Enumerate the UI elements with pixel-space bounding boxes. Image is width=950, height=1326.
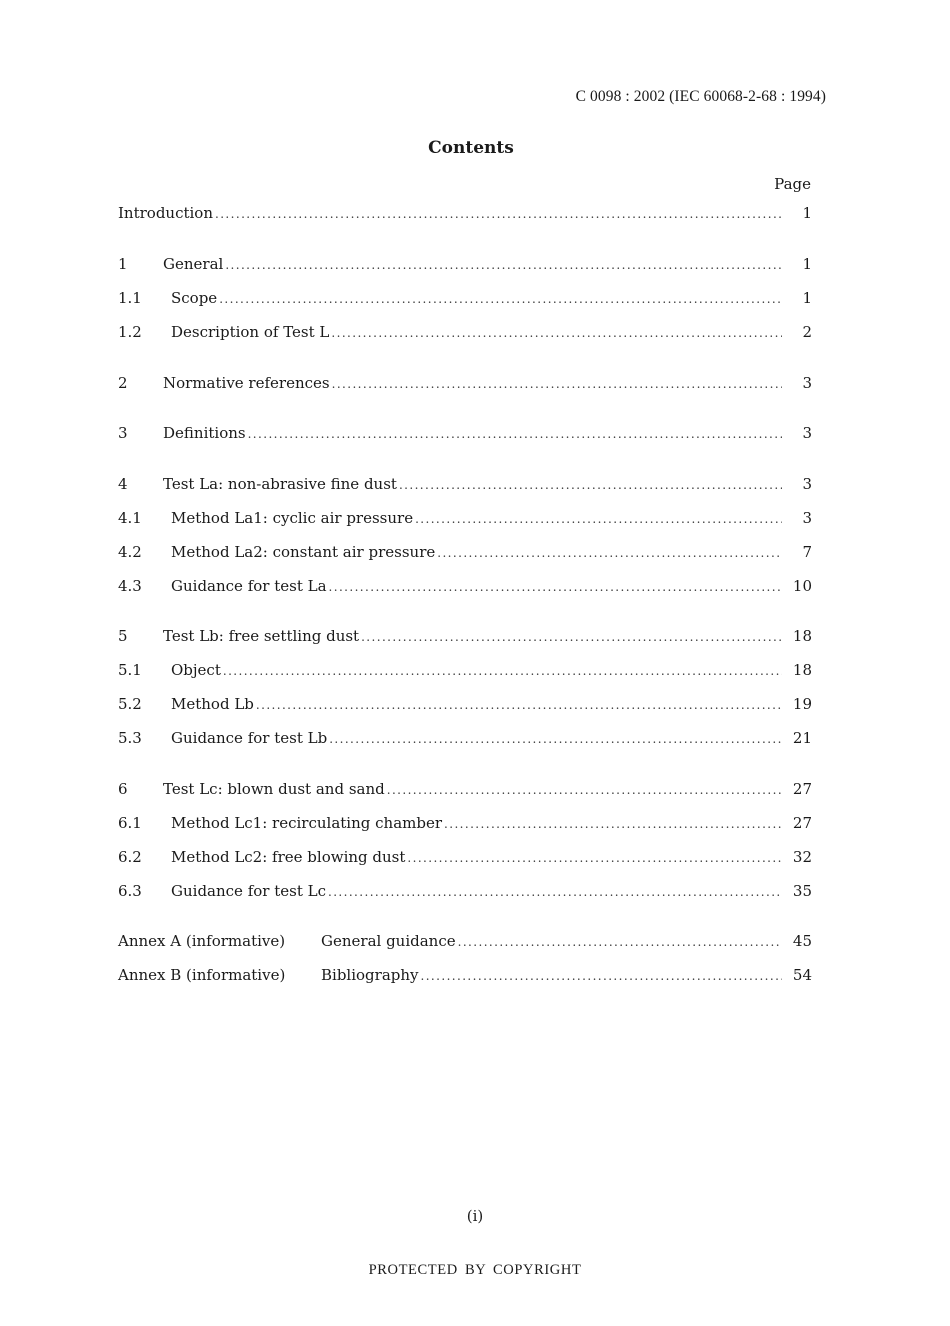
toc-leader-dots [458, 935, 782, 949]
toc-leader-dots [328, 885, 782, 899]
toc-entry-1-1[interactable] [118, 289, 812, 313]
toc-entry-label: Method La2: constant air pressure [171, 543, 436, 561]
toc-entry-label: Guidance for test Lb [171, 729, 328, 747]
toc-entry-page: 18 [792, 627, 812, 645]
toc-leader-dots [415, 512, 782, 526]
toc-entry-5[interactable] [118, 627, 812, 651]
page-column-label: Page [774, 175, 811, 193]
toc-entry-number: 1.2 [118, 323, 142, 341]
toc-entry-page: 27 [792, 814, 812, 832]
toc-entry-4-2[interactable] [118, 543, 812, 567]
toc-entry-page: 32 [792, 848, 812, 866]
toc-entry-label: Test Lc: blown dust and sand [163, 780, 385, 798]
toc-leader-dots [215, 207, 782, 221]
toc-entry-1-2[interactable] [118, 323, 812, 347]
toc-entry-number: 5 [118, 627, 128, 645]
toc-entry-number: 6.3 [118, 882, 142, 900]
toc-entry-label: Definitions [163, 424, 246, 442]
toc-entry-page: 1 [802, 204, 812, 222]
toc-leader-dots [332, 377, 782, 391]
toc-entry-6-2[interactable] [118, 848, 812, 872]
toc-entry-number: 1.1 [118, 289, 142, 307]
footer-page-number: (i) [466, 1207, 484, 1225]
toc-entry-page: 27 [792, 780, 812, 798]
toc-entry-annex-prefix: Annex A (informative) [118, 932, 286, 950]
toc-entry-page: 21 [792, 729, 812, 747]
toc-entry-5-1[interactable] [118, 661, 812, 685]
toc-leader-dots [407, 851, 782, 865]
toc-entry-5-3[interactable] [118, 729, 812, 753]
toc-entry-3[interactable] [118, 424, 812, 448]
toc-leader-dots [399, 478, 782, 492]
toc-entry-number: 5.3 [118, 729, 142, 747]
toc-entry-page: 1 [802, 289, 812, 307]
toc-entry-page: 3 [802, 509, 812, 527]
toc-entry-annex-prefix: Annex B (informative) [118, 966, 286, 984]
toc-entry-page: 35 [792, 882, 812, 900]
toc-entry-number: 4.3 [118, 577, 142, 595]
toc-entry-label: Test Lb: free settling dust [163, 627, 360, 645]
toc-entry-number: 6.2 [118, 848, 142, 866]
toc-leader-dots [223, 664, 782, 678]
toc-entry-label: Test La: non-abrasive fine dust [163, 475, 397, 493]
toc-entry-label: Object [171, 661, 221, 679]
toc-leader-dots [361, 630, 782, 644]
toc-leader-dots [248, 427, 782, 441]
toc-entry-6-1[interactable] [118, 814, 812, 838]
toc-entry-introduction[interactable] [118, 204, 812, 228]
toc-entry-6-3[interactable] [118, 882, 812, 906]
toc-entry-2[interactable] [118, 374, 812, 398]
toc-entry-annex-a[interactable] [118, 932, 812, 956]
toc-entry-page: 10 [792, 577, 812, 595]
toc-entry-label: General [163, 255, 224, 273]
toc-entry-annex-b[interactable] [118, 966, 812, 990]
toc-entry-6[interactable] [118, 780, 812, 804]
toc-entry-number: 3 [118, 424, 128, 442]
toc-entry-page: 3 [802, 475, 812, 493]
toc-entry-number: 5.1 [118, 661, 142, 679]
toc-entry-page: 19 [792, 695, 812, 713]
toc-leader-dots [256, 698, 782, 712]
toc-entry-label: Description of Test L [171, 323, 330, 341]
toc-entry-page: 18 [792, 661, 812, 679]
toc-entry-number: 4.2 [118, 543, 142, 561]
toc-entry-label: Guidance for test La [171, 577, 327, 595]
toc-leader-dots [219, 292, 782, 306]
toc-entry-label: Method Lc2: free blowing dust [171, 848, 406, 866]
toc-entry-label: Introduction [118, 204, 213, 222]
toc-leader-dots [421, 969, 783, 983]
toc-entry-5-2[interactable] [118, 695, 812, 719]
toc-leader-dots [444, 817, 782, 831]
toc-entry-page: 1 [802, 255, 812, 273]
toc-entry-label: Method Lb [171, 695, 254, 713]
toc-entry-label: Guidance for test Lc [171, 882, 326, 900]
toc-leader-dots [437, 546, 782, 560]
toc-entry-4-1[interactable] [118, 509, 812, 533]
toc-entry-number: 6 [118, 780, 128, 798]
toc-entry-label: Normative references [163, 374, 330, 392]
toc-entry-page: 7 [802, 543, 812, 561]
toc-entry-number: 4.1 [118, 509, 142, 527]
toc-entry-page: 45 [792, 932, 812, 950]
toc-entry-4[interactable] [118, 475, 812, 499]
toc-entry-label: Scope [171, 289, 218, 307]
page-title: Contents [428, 138, 514, 158]
toc-entry-4-3[interactable] [118, 577, 812, 601]
toc-entry-1[interactable] [118, 255, 812, 279]
toc-entry-label: Method Lc1: recirculating chamber [171, 814, 443, 832]
toc-entry-number: 1 [118, 255, 128, 273]
toc-entry-number: 5.2 [118, 695, 142, 713]
document-identifier: C 0098 : 2002 (IEC 60068-2-68 : 1994) [575, 88, 826, 105]
toc-leader-dots [331, 326, 782, 340]
toc-entry-label: Method La1: cyclic air pressure [171, 509, 414, 527]
toc-entry-page: 54 [792, 966, 812, 984]
toc-leader-dots [329, 732, 782, 746]
toc-entry-page: 3 [802, 374, 812, 392]
toc-entry-number: 2 [118, 374, 128, 392]
toc-leader-dots [329, 580, 782, 594]
toc-entry-label: Bibliography [321, 966, 419, 984]
toc-entry-number: 6.1 [118, 814, 142, 832]
toc-entry-page: 3 [802, 424, 812, 442]
toc-entry-number: 4 [118, 475, 128, 493]
toc-leader-dots [387, 783, 782, 797]
copyright-notice: PROTECTED BY COPYRIGHT [368, 1262, 582, 1278]
toc-entry-page: 2 [802, 323, 812, 341]
toc-leader-dots [225, 258, 782, 272]
toc-entry-label: General guidance [321, 932, 456, 950]
